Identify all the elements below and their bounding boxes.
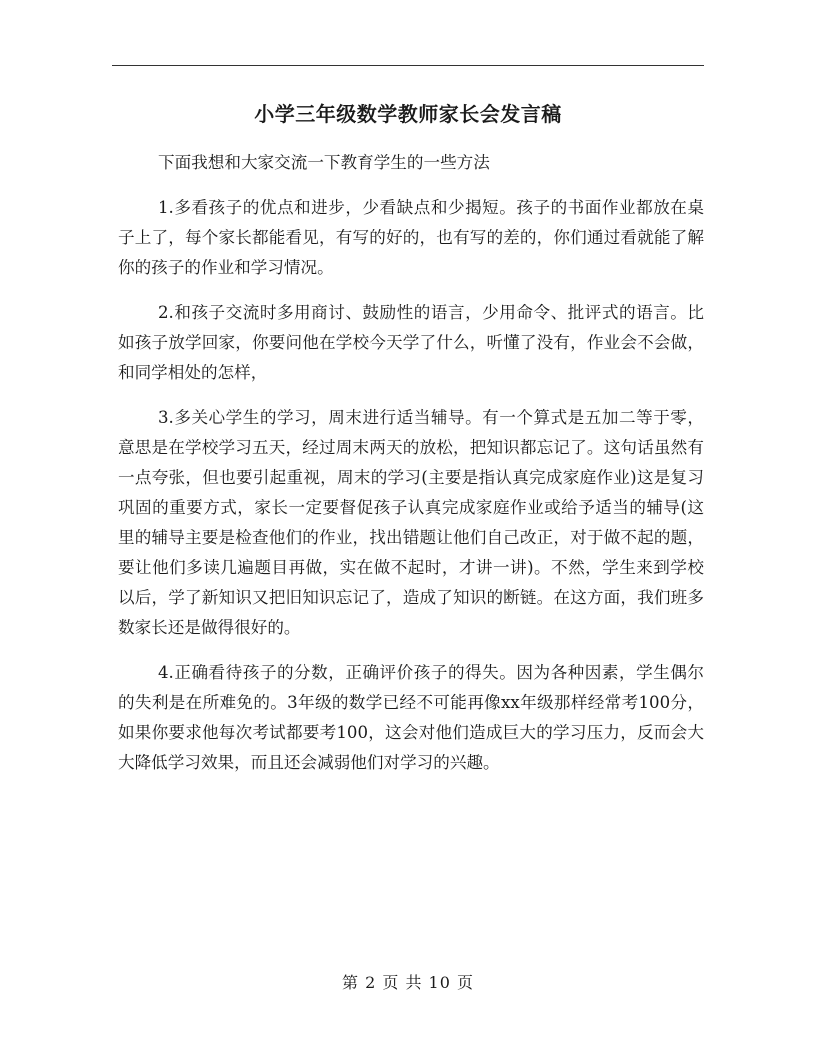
paragraph-4: 4.正确看待孩子的分数，正确评价孩子的得失。因为各种因素，学生偶尔的失利是在所难免的。3年级的数学已经不可能再像xx年级那样经常考100分，如果你要求他每次考试都要考100，这会对他们造成巨大的学习压力，反而会大大降低学习效果，而且还会减弱他们对学习的兴趣。 bbox=[118, 663, 704, 772]
document-title: 小学三年级数学教师家长会发言稿 bbox=[254, 102, 562, 126]
page-footer: 第 2 页 共 10 页 bbox=[342, 973, 474, 992]
paragraph-2: 2.和孩子交流时多用商讨、鼓励性的语言，少用命令、批评式的语言。比如孩子放学回家，你要问他在学校今天学了什么，听懂了没有，作业会不会做，和同学相处的怎样， bbox=[118, 303, 704, 382]
document-body bbox=[118, 148, 704, 793]
paragraph-3: 3.多关心学生的学习，周末进行适当辅导。有一个算式是五加二等于零，意思是在学校学习五天，经过周末两天的放松，把知识都忘记了。这句话虽然有一点夸张，但也要引起重视，周末的学习(主要是指认真完成家庭作业)这是复习巩固的重要方式，家长一定要督促孩子认真完成家庭作业或给予适当的辅导(这里的辅导主要是检查他们的作业，找出错题让他们自己改正，对于做不起的题，要让他们多读几遍题目再做，实在做不起时，才讲一讲)。不然，学生来到学校以后，学了新知识又把旧知识忘记了，造成了知识的断链。在这方面，我们班多数家长还是做得很好的。 bbox=[118, 408, 704, 637]
header-rule bbox=[112, 65, 704, 66]
paragraph-intro: 下面我想和大家交流一下教育学生的一些方法 bbox=[158, 153, 490, 172]
paragraph-1: 1.多看孩子的优点和进步，少看缺点和少揭短。孩子的书面作业都放在桌子上了，每个家长都能看见，有写的好的，也有写的差的，你们通过看就能了解你的孩子的作业和学习情况。 bbox=[118, 198, 704, 277]
